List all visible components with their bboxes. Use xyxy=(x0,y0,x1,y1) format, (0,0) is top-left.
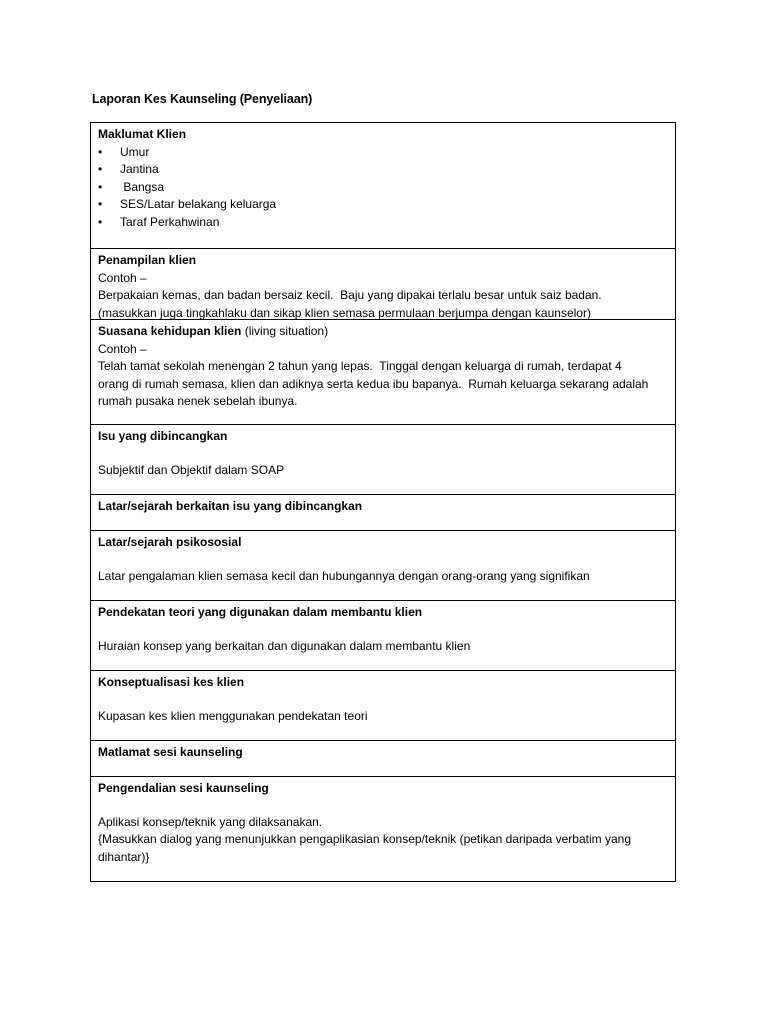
list-item: • Bangsa xyxy=(98,179,668,197)
section-heading-note: (living situation) xyxy=(241,324,329,338)
section-heading: Pendekatan teori yang digunakan dalam membantu klien xyxy=(98,605,423,619)
text-line: Latar pengalaman klien semasa kecil dan hubungannya dengan orang-orang yang signifikan xyxy=(98,568,590,583)
list-item: • Taraf Perkahwinan xyxy=(98,214,668,232)
spacer xyxy=(98,446,668,462)
text-line: Subjektif dan Objektif dalam SOAP xyxy=(98,462,285,477)
text-line: Huraian konsep yang berkaitan dan digunakan dalam membantu klien xyxy=(98,638,471,653)
section-heading: Penampilan klien xyxy=(98,253,197,267)
document-title: Laporan Kes Kaunseling (Penyeliaan) xyxy=(92,92,313,106)
section-living-situation xyxy=(91,319,675,424)
section-goals xyxy=(91,740,675,776)
text-line: (masukkan juga tingkahlaku dan sikap klien semasa permulaan berjumpa dengan kaunselor) xyxy=(98,305,591,319)
section-heading: Matlamat sesi kaunseling xyxy=(98,745,243,759)
section-session-management xyxy=(91,776,675,881)
section-heading-text: Suasana kehidupan klien xyxy=(98,324,242,338)
section-psychosocial xyxy=(91,530,675,600)
section-heading xyxy=(98,323,668,341)
section-issues xyxy=(91,424,675,494)
spacer xyxy=(98,692,668,708)
spacer xyxy=(98,798,668,814)
report-table xyxy=(90,122,676,882)
text-line: Berpakaian kemas, dan badan bersaiz kecil. Baju yang dipakai terlalu besar untuk saiz badan. xyxy=(98,288,602,302)
text-line: Aplikasi konsep/teknik yang dilaksanakan. xyxy=(98,814,323,829)
section-heading: Latar/sejarah psikososial xyxy=(98,535,242,549)
section-heading: Latar/sejarah berkaitan isu yang dibincangkan xyxy=(98,499,363,513)
client-info-list xyxy=(98,144,668,232)
text-line: Contoh – xyxy=(98,270,147,285)
section-heading: Pengendalian sesi kaunseling xyxy=(98,781,269,795)
section-appearance xyxy=(91,248,675,319)
section-heading: Isu yang dibincangkan xyxy=(98,429,228,443)
text-line: rumah pusaka nenek sebelah ibunya. xyxy=(98,394,298,408)
spacer xyxy=(98,622,668,638)
section-heading: Konseptualisasi kes klien xyxy=(98,675,245,689)
text-line: Contoh – xyxy=(98,341,147,356)
text-line: Telah tamat sekolah menengan 2 tahun yang lepas. Tinggal dengan keluarga di rumah, terdapat 4 xyxy=(98,359,622,373)
section-conceptualization xyxy=(91,670,675,740)
text-line: orang di rumah semasa, klien dan adiknya serta kedua ibu bapanya. Rumah keluarga sekarang adalah xyxy=(98,376,649,391)
text-line: {Masukkan dialog yang menunjukkan pengaplikasian konsep/teknik (petikan daripada verbatim yang xyxy=(98,832,632,846)
text-line: Kupasan kes klien menggunakan pendekatan teori xyxy=(98,708,368,723)
list-item: • SES/Latar belakang keluarga xyxy=(98,196,668,214)
list-item: • Umur xyxy=(98,144,668,162)
section-heading: Maklumat Klien xyxy=(98,127,187,141)
spacer xyxy=(98,552,668,568)
section-client-info xyxy=(91,123,675,248)
section-issue-history xyxy=(91,494,675,530)
text-line: dihantar)} xyxy=(98,849,150,864)
list-item: • Jantina xyxy=(98,161,668,179)
section-theory xyxy=(91,600,675,670)
